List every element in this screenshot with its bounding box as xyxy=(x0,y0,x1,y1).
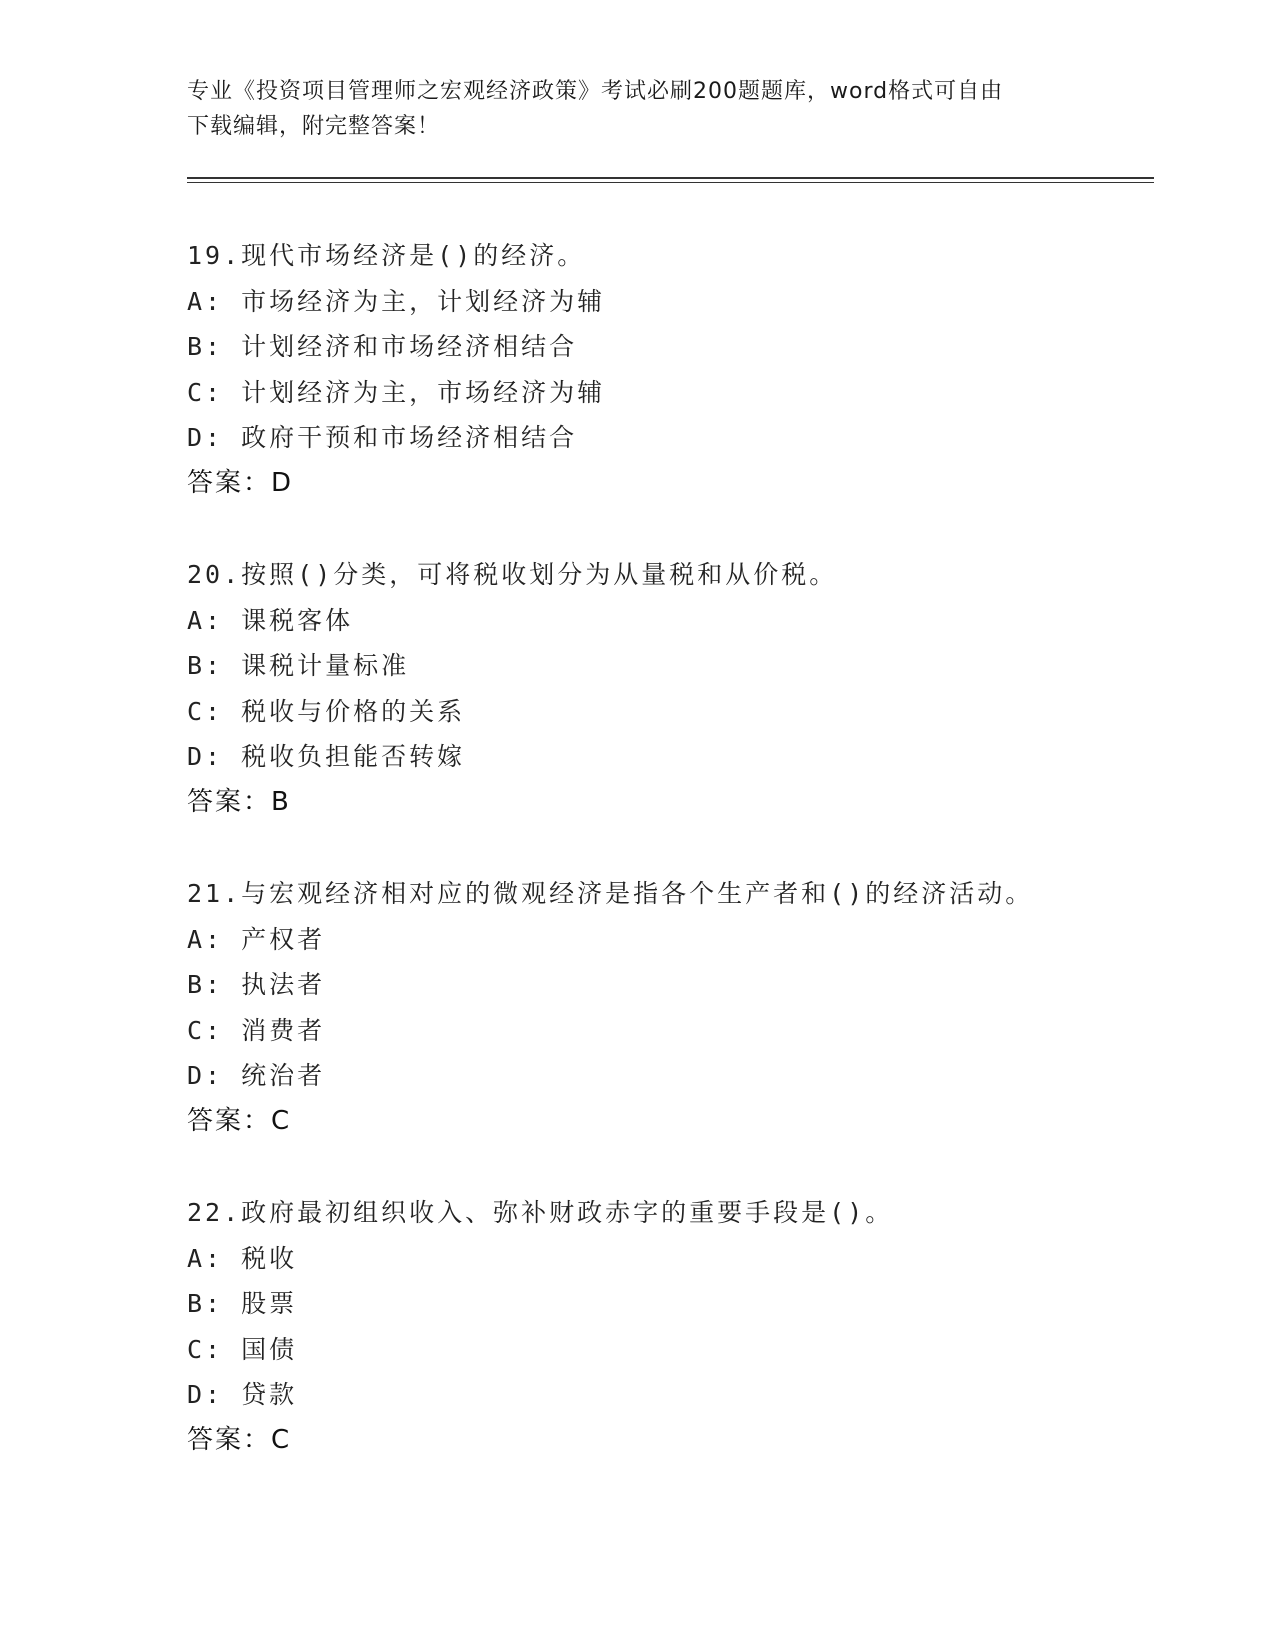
option-a: A: 产权者 xyxy=(187,924,326,954)
question-stem: 21.与宏观经济相对应的微观经济是指各个生产者和()的经济活动。 xyxy=(187,879,1034,908)
header-line-2: 下载编辑，附完整答案！ xyxy=(187,114,441,139)
option-b: B: 课税计量标准 xyxy=(187,651,410,681)
option-c: C: 计划经济为主，市场经济为辅 xyxy=(187,377,606,407)
option-c: C: 国债 xyxy=(187,1334,298,1364)
answer-text: 答案：D xyxy=(187,467,294,498)
option-d: D: 统治者 xyxy=(187,1061,326,1091)
option-b: B: 执法者 xyxy=(187,970,326,1000)
option-c: C: 消费者 xyxy=(187,1015,326,1045)
option-c: C: 税收与价格的关系 xyxy=(187,696,466,726)
option-b: B: 计划经济和市场经济相结合 xyxy=(187,332,578,362)
option-d: D: 政府干预和市场经济相结合 xyxy=(187,423,578,453)
header-divider-top xyxy=(187,177,1154,179)
header-line-1: 专业《投资项目管理师之宏观经济政策》考试必刷200题题库，word格式可自由 xyxy=(187,79,1004,104)
answer-text: 答案：C xyxy=(187,1424,292,1455)
option-b: B: 股票 xyxy=(187,1289,298,1319)
question-stem: 19.现代市场经济是()的经济。 xyxy=(187,241,586,270)
question-22 xyxy=(187,1190,1147,1464)
document-header xyxy=(187,74,1067,144)
answer-text: 答案：B xyxy=(187,786,291,817)
question-21 xyxy=(187,871,1147,1145)
option-a: A: 课税客体 xyxy=(187,605,354,635)
option-a: A: 税收 xyxy=(187,1243,298,1273)
question-20 xyxy=(187,552,1147,826)
question-stem: 20.按照()分类，可将税收划分为从量税和从价税。 xyxy=(187,560,838,589)
answer-text: 答案：C xyxy=(187,1105,292,1136)
question-stem: 22.政府最初组织收入、弥补财政赤字的重要手段是()。 xyxy=(187,1198,894,1227)
question-19 xyxy=(187,233,1147,507)
header-divider-bottom xyxy=(187,182,1154,183)
option-d: D: 贷款 xyxy=(187,1380,298,1410)
option-a: A: 市场经济为主，计划经济为辅 xyxy=(187,286,606,316)
option-d: D: 税收负担能否转嫁 xyxy=(187,742,466,772)
